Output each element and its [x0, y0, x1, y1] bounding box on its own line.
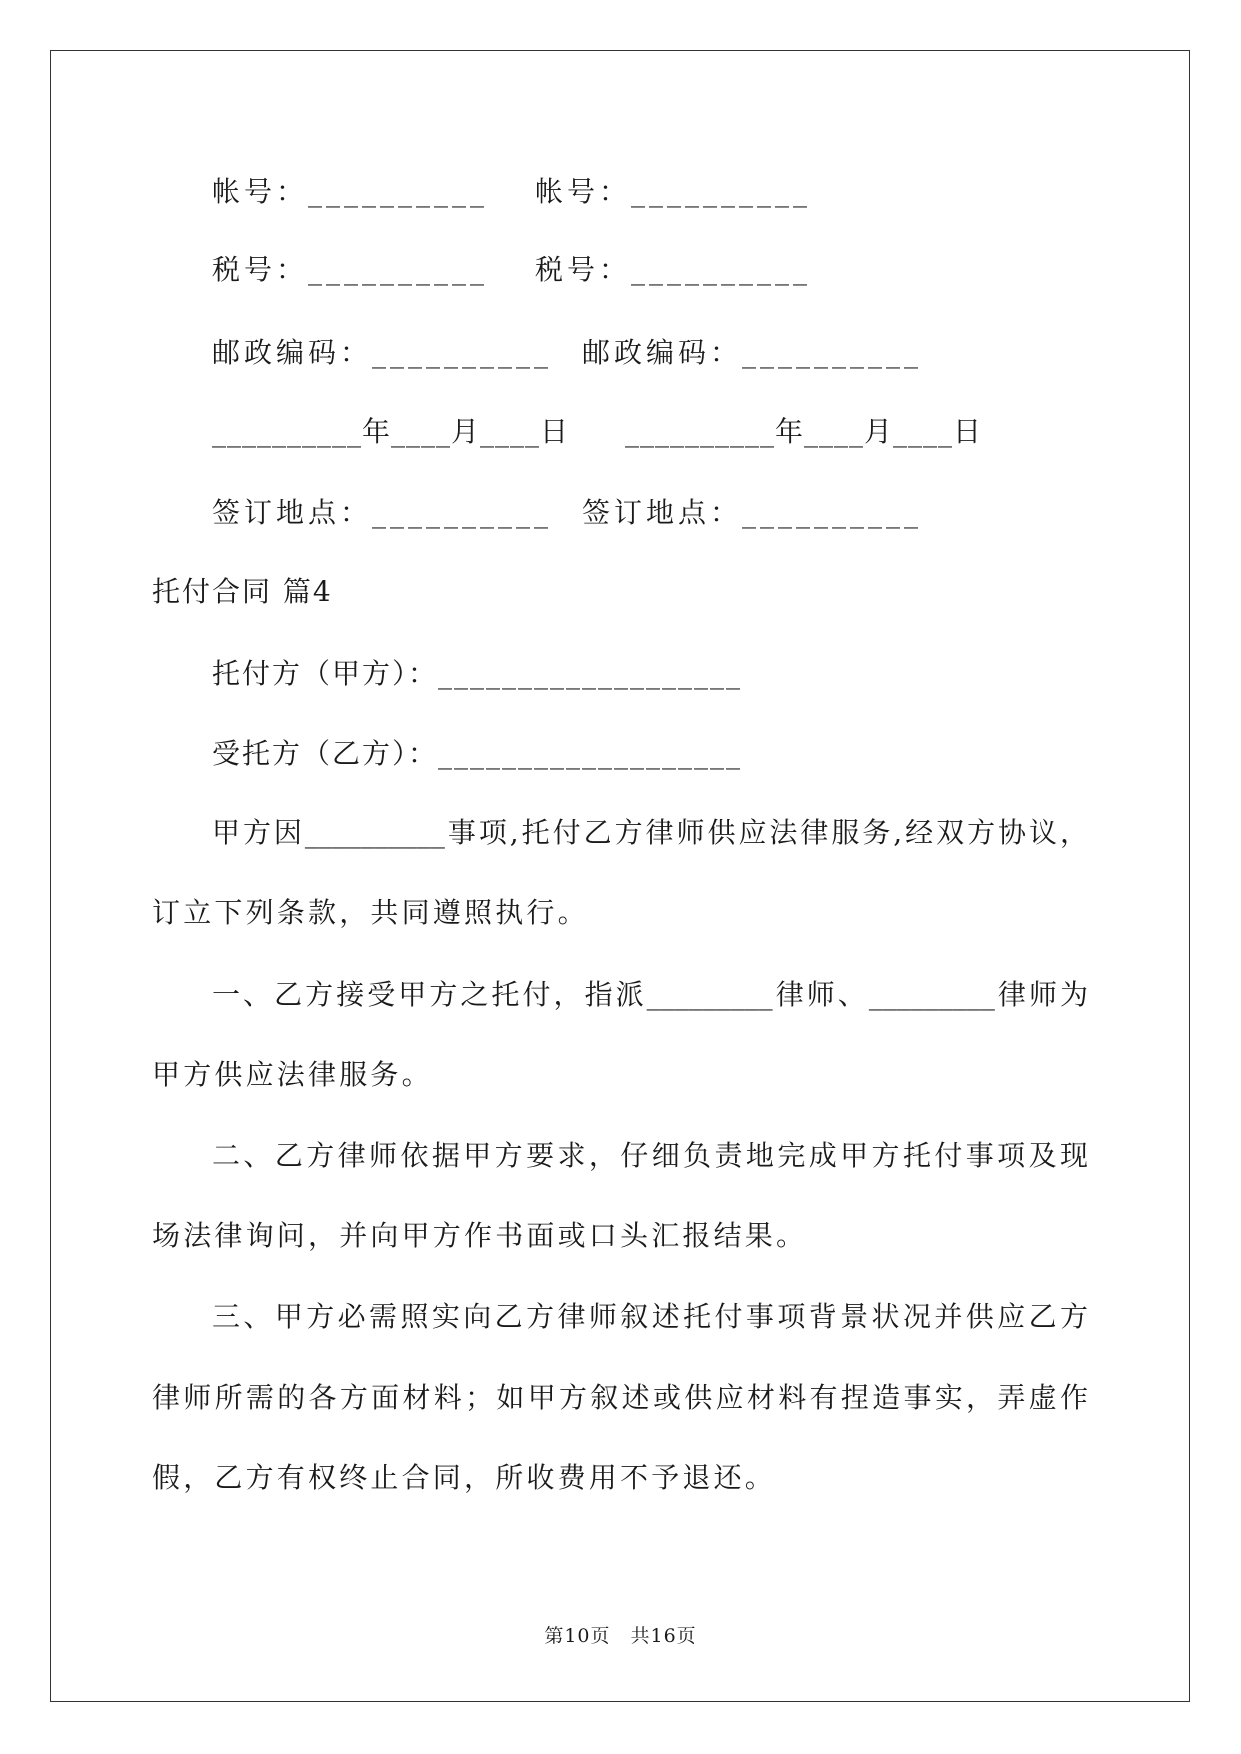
- paragraph-line: 订立下列条款，共同遵照执行。: [152, 896, 589, 929]
- paragraph-line: 三、甲方必需照实向乙方律师叙述托付事项背景状况并供应乙方: [212, 1300, 1088, 1333]
- date-field-a: __________年____月____日: [212, 415, 570, 448]
- postal-code-field-a: 邮政编码：__________: [212, 336, 553, 369]
- date-field-b: __________年____月____日: [625, 415, 983, 448]
- paragraph-line: 律师所需的各方面材料；如甲方叙述或供应材料有捏造事实，弄虚作: [152, 1381, 1088, 1414]
- page-number: 第10页 共16页: [544, 1625, 697, 1647]
- paragraph-line: 场法律询问，并向甲方作书面或口头汇报结果。: [152, 1219, 808, 1252]
- tax-field-b: 税号：__________: [535, 253, 812, 286]
- paragraph-line: 甲方供应法律服务。: [152, 1058, 433, 1091]
- paragraph-line: 假，乙方有权终止合同，所收费用不予退还。: [152, 1461, 777, 1494]
- trustee-field: 受托方（乙方）：___________________: [212, 737, 743, 770]
- signing-place-field-a: 签订地点：__________: [212, 496, 553, 529]
- tax-field-a: 税号：__________: [212, 253, 489, 286]
- signing-place-field-b: 签订地点：__________: [582, 496, 923, 529]
- page-border: [50, 50, 1190, 1702]
- postal-code-field-b: 邮政编码：__________: [582, 336, 923, 369]
- paragraph-line: 一、乙方接受甲方之托付，指派_________律师、_________律师为: [212, 978, 1088, 1011]
- paragraph-line: 二、乙方律师依据甲方要求，仔细负责地完成甲方托付事项及现: [212, 1139, 1088, 1172]
- client-field: 托付方（甲方）：___________________: [212, 657, 743, 690]
- paragraph-line: 甲方因__________事项,托付乙方律师供应法律服务,经双方协议，: [212, 816, 1088, 849]
- account-field-a: 帐号：__________: [212, 175, 489, 208]
- account-field-b: 帐号：__________: [535, 175, 812, 208]
- section-title: 托付合同 篇4: [152, 575, 333, 608]
